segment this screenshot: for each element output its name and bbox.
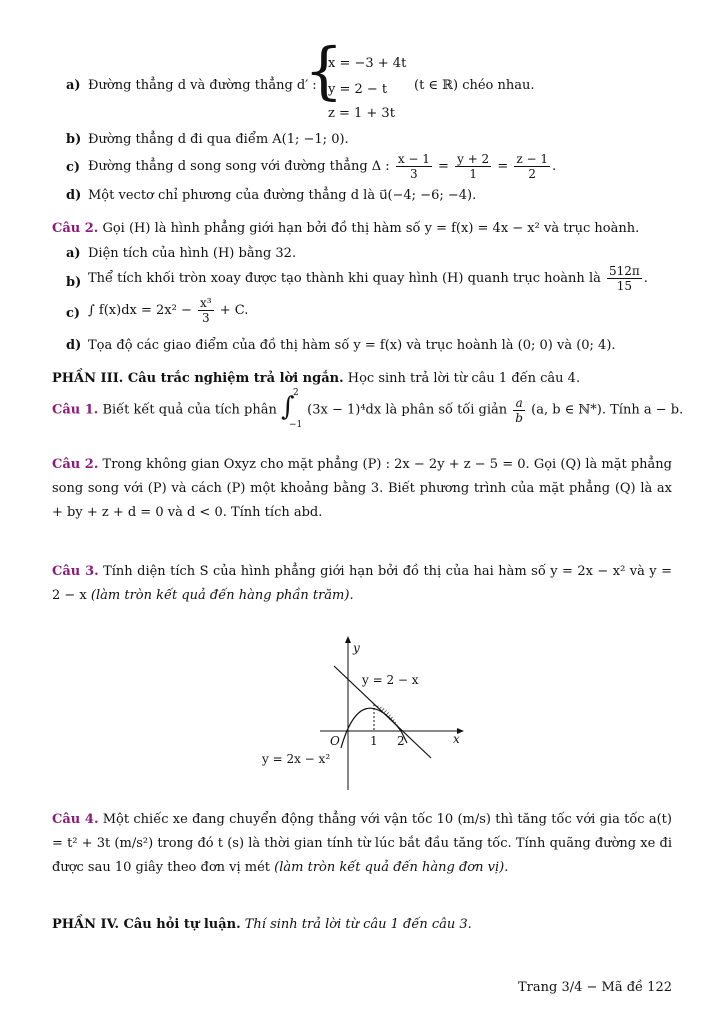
part3-q4: Câu 4. Một chiếc xe đang chuyển động thẳng với vận tốc 10 (m/s) thì tăng tốc với gia tốc a(t) = t² + 3t (m/s²) trong đó t (s) là thời gian tính từ lúc bắt đầu tăng tốc. Tính quãng đường xe đi được sau 10 giây theo đơn vị mét (làm tròn kết quả đến hàng đơn vị). [52, 812, 672, 875]
q2-c-text: ∫ f(x)dx = 2x² − $\frac{\text{x³}}{3}$ + C. [88, 296, 249, 325]
q2-d-label: d) [66, 338, 82, 353]
graph-y-label: y [353, 641, 360, 655]
part3-q1: Câu 1. Biết kết quả của tích phân ∫ 2 −1 (3x − 1)⁴dx là phân số tối giản $\frac{a}{b}$ (a, b ∈ ℕ*). Tính a − b. [52, 388, 684, 430]
system-eq1: x = −3 + 4t [328, 56, 407, 71]
graph-x-label: x [453, 732, 460, 746]
q2-a-text: Diện tích của hình (H) bằng 32. [88, 246, 297, 261]
q2-b-text: Thể tích khối tròn xoay được tạo thành khi quay hình (H) quanh trục hoành là $\frac{512\pi}{15}$ . [88, 264, 648, 293]
page-footer: Trang 3/4 − Mã đề 122 [517, 980, 672, 995]
system-brace: { [304, 34, 344, 107]
graph-tick-2: 2 [397, 734, 405, 748]
item-c-text: Đường thẳng d song song với đường thẳng Δ : $\frac{x - 1}{3}$ = $\frac{y + 2}{1}$ = $\frac{z - 1}{2}$ . [88, 152, 557, 181]
q2-d-text: Tọa độ các giao điểm của đồ thị hàm số y = f(x) và trục hoành là (0; 0) và (0; 4). [88, 338, 616, 353]
part3-q3: Câu 3. Tính diện tích S của hình phẳng giới hạn bởi đồ thị của hai hàm số y = 2x − x² và y = 2 − x (làm tròn kết quả đến hàng phần trăm). [52, 564, 672, 603]
part3-q2: Câu 2. Trong không gian Oxyz cho mặt phẳng (P) : 2x − 2y + z − 5 = 0. Gọi (Q) là mặt phẳng song song với (P) và cách (P) một khoảng bằng 3. Biết phương trình của mặt phẳng (Q) là ax + by + z + d = 0 và d < 0. Tính tích abd. [52, 457, 673, 520]
item-d-label: d) [66, 188, 82, 203]
q2-a-label: a) [66, 246, 81, 261]
graph-tick-1: 1 [370, 734, 378, 748]
q2-b-label: b) [66, 275, 82, 290]
graph-figure [250, 630, 480, 795]
item-a-post: (t ∈ ℝ) chéo nhau. [414, 78, 535, 93]
item-d-text: Một vectơ chỉ phương của đường thẳng d là u⃗(−4; −6; −4). [88, 188, 477, 203]
part4-heading: PHẦN IV. Câu hỏi tự luận. Thí sinh trả lời từ câu 1 đến câu 3. [52, 917, 472, 932]
item-c-label: c) [66, 160, 81, 175]
system-eq2: y = 2 − t [328, 82, 388, 97]
system-eq3: z = 1 + 3t [328, 106, 395, 121]
item-b-text: Đường thẳng d đi qua điểm A(1; −1; 0). [88, 132, 349, 147]
item-a-label: a) [66, 78, 81, 93]
graph-line-label: y = 2 − x [362, 673, 419, 687]
item-a-pre: Đường thẳng d và đường thẳng d′ : [88, 78, 317, 93]
item-b-label: b) [66, 132, 82, 147]
q2-c-label: c) [66, 306, 81, 321]
q2-question: Câu 2. Gọi (H) là hình phẳng giới hạn bởi đồ thị hàm số y = f(x) = 4x − x² và trục hoành. [52, 221, 640, 236]
part3-heading: PHẦN III. Câu trắc nghiệm trả lời ngắn. Học sinh trả lời từ câu 1 đến câu 4. [52, 371, 581, 386]
graph-origin-label: O [330, 734, 340, 748]
graph-curve-label: y = 2x − x² [262, 752, 331, 766]
